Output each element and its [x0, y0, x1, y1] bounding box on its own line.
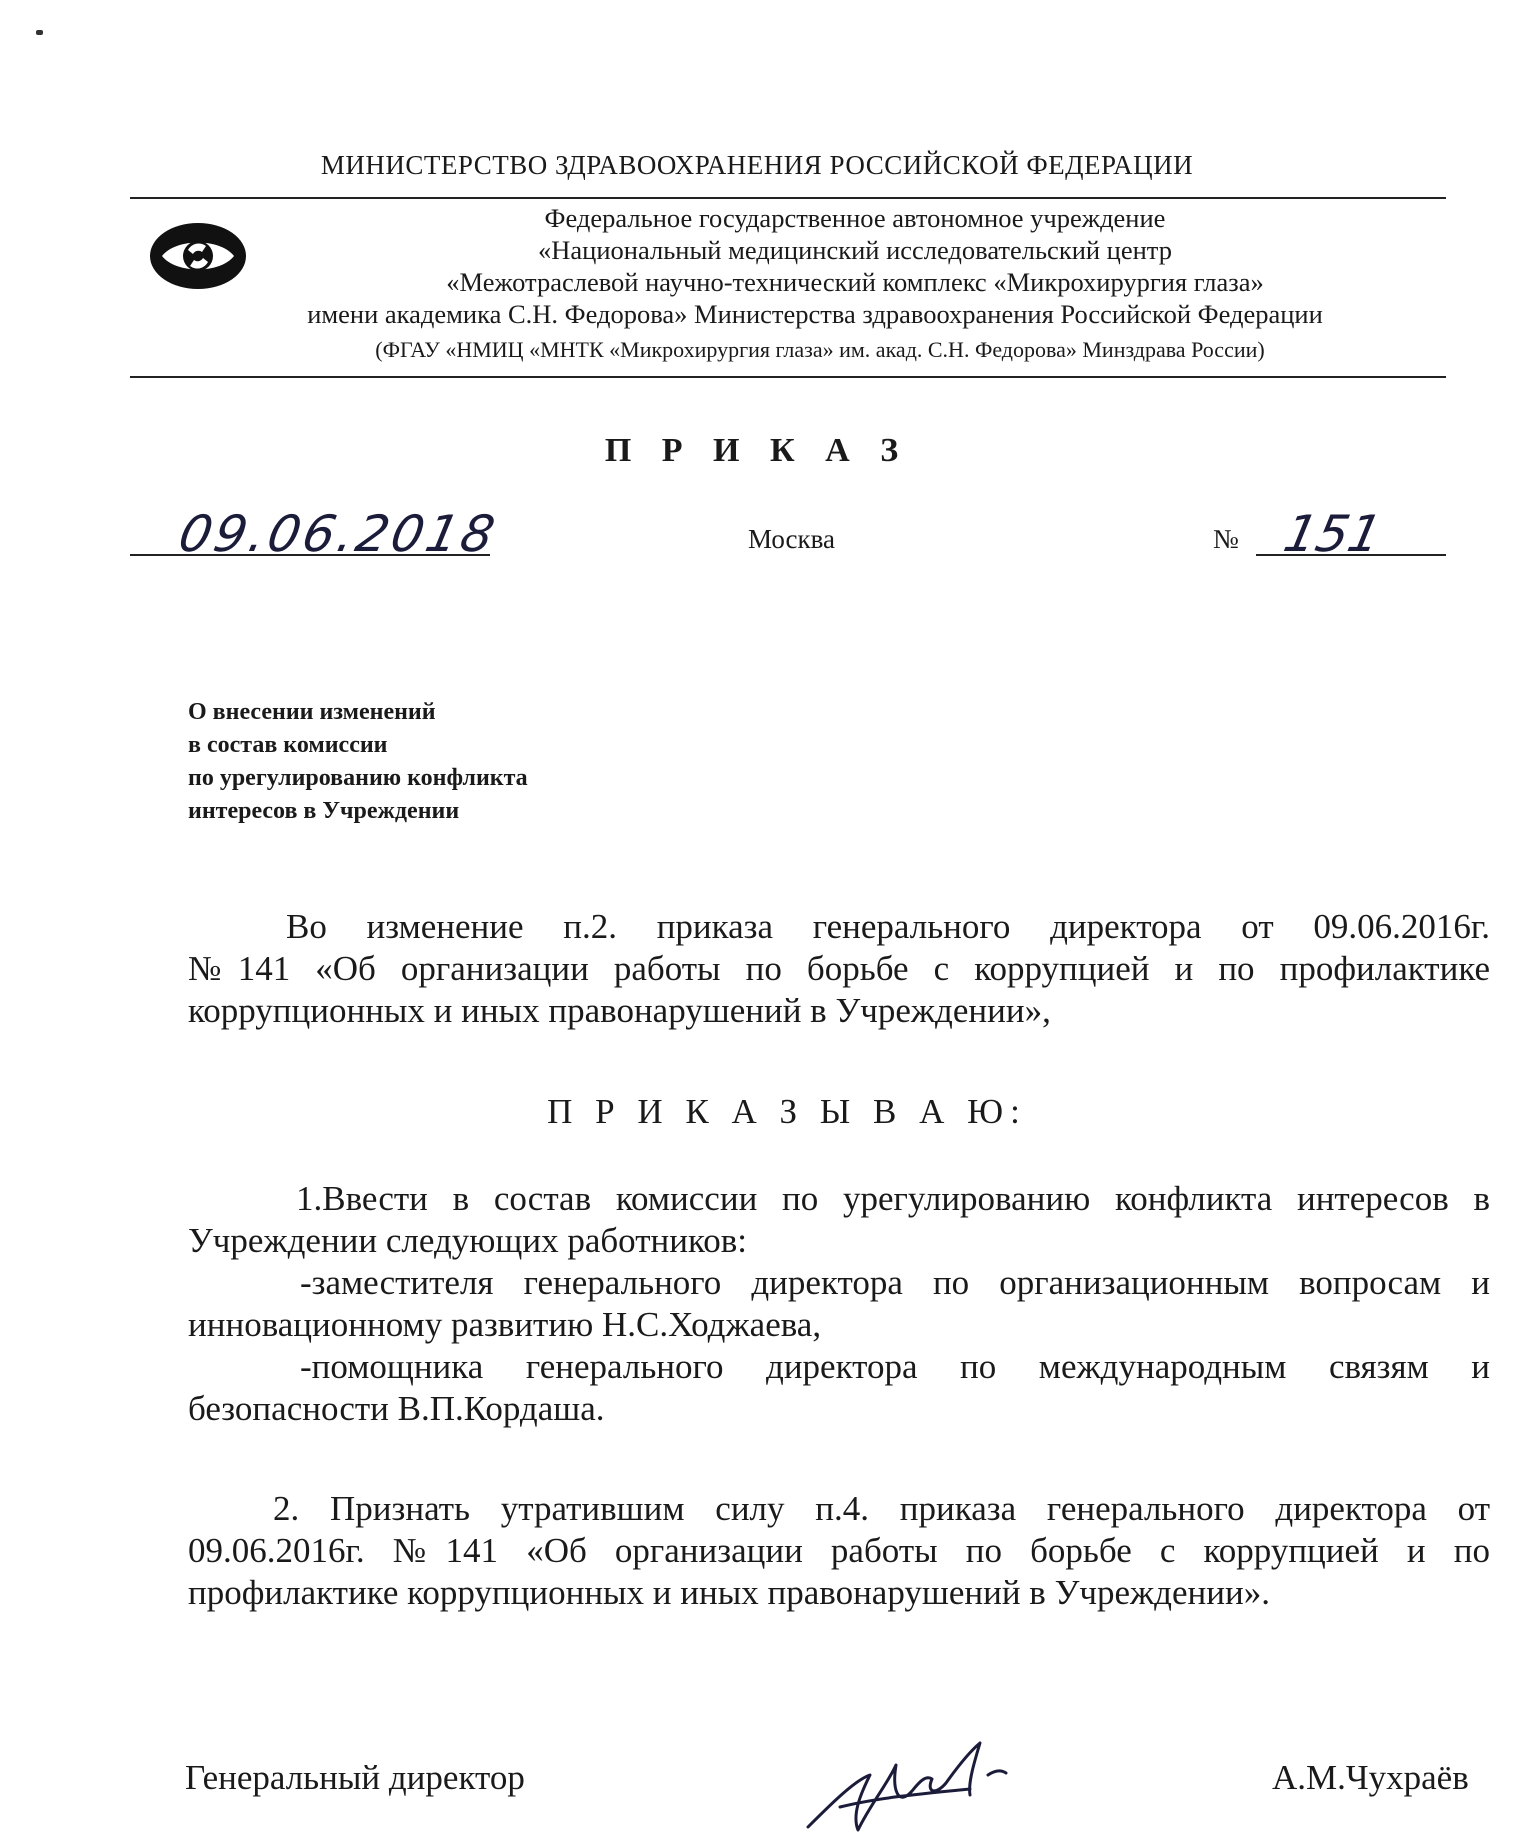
orders-heading: П Р И К А З Ы В А Ю: — [547, 1092, 1027, 1131]
document-title: П Р И К А З — [604, 432, 910, 469]
signatory-title: Генеральный директор — [185, 1758, 525, 1797]
item-1-line-1: 1.Ввести в состав комиссии по урегулированию конфликта интересов в — [296, 1179, 1490, 1218]
institution-line-1: Федеральное государственное автономное учреждение — [544, 203, 1166, 233]
header-top-rule — [130, 197, 1446, 199]
subject-line-1: О внесении изменений — [188, 699, 436, 725]
order-number-label: № — [1213, 524, 1239, 554]
order-date: 09.06.2018 — [173, 505, 503, 563]
item-1-line-6: безопасности В.П.Кордаша. — [188, 1389, 605, 1428]
item-1-line-3: -заместителя генерального директора по организационным вопросам и — [300, 1263, 1490, 1302]
item-2-paragraph — [188, 1488, 1490, 1614]
order-number: 151 — [1278, 505, 1387, 563]
item-2-line-1: 2. Признать утратившим силу п.4. приказа генерального директора от — [273, 1489, 1490, 1528]
ministry-name: МИНИСТЕРСТВО ЗДРАВООХРАНЕНИЯ РОССИЙСКОЙ ФЕДЕРАЦИИ — [320, 150, 1194, 180]
item-1-line-4: инновационному развитию Н.С.Ходжаева, — [188, 1305, 822, 1344]
subject-line-2: в состав комиссии — [188, 732, 388, 758]
number-underline — [1256, 554, 1446, 556]
item-2-line-2: 09.06.2016г. №141 «Об организации работы по борьбе с коррупцией и по — [188, 1531, 1490, 1570]
item-1-paragraph — [188, 1178, 1490, 1430]
preamble-paragraph — [188, 906, 1490, 1032]
item-1-line-5: -помощника генерального директора по международным связям и — [300, 1347, 1490, 1386]
preamble-line-3: коррупционных и иных правонарушений в Учреждении», — [188, 991, 1051, 1030]
header-bottom-rule — [130, 376, 1446, 378]
institution-line-2: «Национальный медицинский исследовательский центр — [538, 235, 1172, 265]
institution-line-4: имени академика С.Н. Федорова» Министерства здравоохранения Российской Федерации — [307, 299, 1323, 329]
scan-speck — [36, 30, 43, 35]
institution-short-name: (ФГАУ «НМИЦ «МНТК «Микрохирургия глаза» им. акад. С.Н. Федорова» Минздрава России) — [375, 337, 1265, 362]
preamble-line-1: Во изменение п.2. приказа генерального директора от 09.06.2016г. — [286, 907, 1490, 946]
handwritten-signature-icon — [800, 1735, 1030, 1840]
subject-line-4: интересов в Учреждении — [188, 798, 460, 824]
preamble-line-2: №141 «Об организации работы по борьбе с коррупцией и по профилактике — [188, 949, 1490, 988]
order-city: Москва — [748, 524, 835, 554]
item-2-line-3: профилактике коррупционных и иных правонарушений в Учреждении». — [188, 1573, 1270, 1612]
item-1-line-2: Учреждении следующих работников: — [188, 1221, 747, 1260]
institution-line-3: «Межотраслевой научно-технический комплекс «Микрохирургия глаза» — [446, 267, 1264, 297]
date-underline — [130, 554, 490, 556]
signatory-name: А.М.Чухраёв — [1272, 1758, 1469, 1797]
subject-line-3: по урегулированию конфликта — [188, 765, 528, 791]
